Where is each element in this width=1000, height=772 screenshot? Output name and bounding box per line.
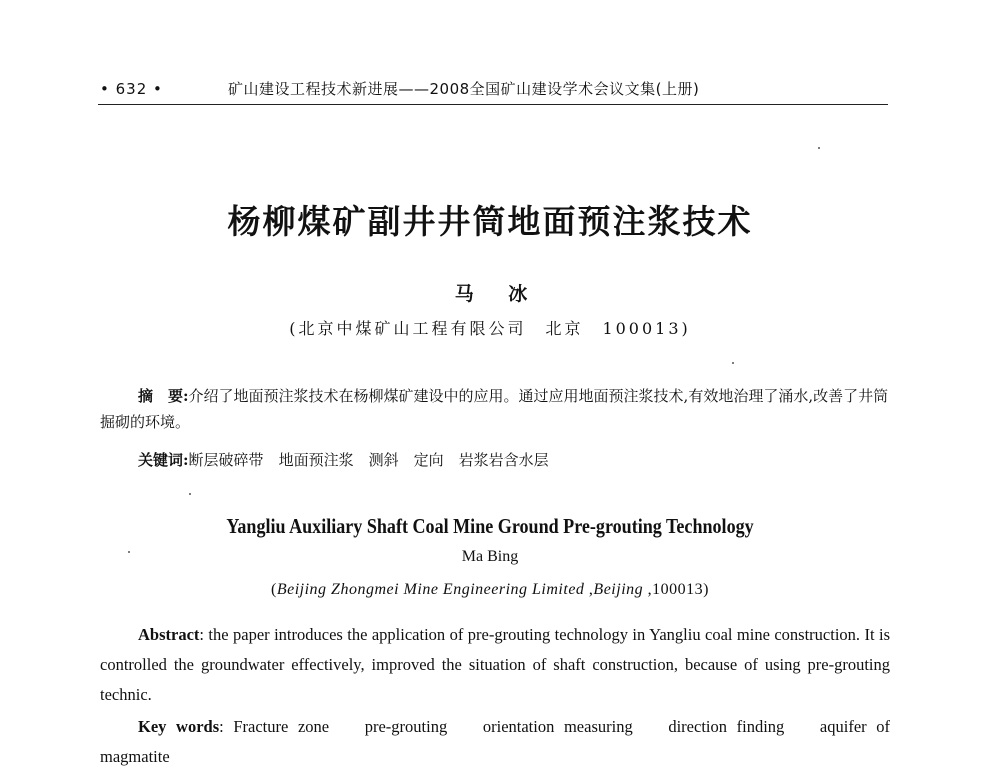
keywords-zh — [100, 447, 928, 473]
header-rule — [98, 104, 888, 105]
abstract-zh — [100, 383, 890, 435]
author-zh: 马 冰 — [454, 283, 542, 305]
abstract-label-en: Abstract — [138, 625, 200, 644]
keyword-zh: 岩浆岩含水层 — [458, 451, 549, 469]
scan-speck — [189, 493, 191, 495]
keyword-zh: 地面预注浆 — [278, 451, 369, 469]
keywords-label-en: Key words — [138, 717, 220, 736]
abstract-label-zh: 摘 要: — [138, 387, 189, 405]
affiliation-en-city: Beijing — [593, 581, 644, 598]
scan-speck — [818, 147, 820, 149]
keyword-zh: 测斜 — [368, 451, 414, 469]
keyword-zh: 断层破碎带 — [188, 451, 279, 469]
page-number: • 632 • — [100, 80, 163, 98]
keyword-zh: 定向 — [413, 451, 459, 469]
keyword-en: pre-grouting — [364, 717, 448, 736]
affiliation-en — [0, 581, 990, 599]
keywords-list-zh — [189, 451, 549, 469]
running-header — [100, 78, 890, 99]
book-title: 矿山建设工程技术新进展——2008全国矿山建设学术会议文集(上册) — [228, 80, 700, 98]
author-en: Ma Bing — [461, 548, 519, 565]
keywords-label-zh: 关键词: — [138, 451, 189, 469]
affiliation-zh: (北京中煤矿山工程有限公司 北京 100013) — [289, 319, 691, 338]
affiliation-en-open: ( — [271, 581, 277, 598]
keyword-en: direction finding — [668, 717, 785, 736]
scan-speck — [128, 551, 130, 553]
keywords-sep-en: : — [219, 717, 234, 736]
abstract-text-zh: 介绍了地面预注浆技术在杨柳煤矿建设中的应用。通过应用地面预注浆技术,有效地治理了涌水,改善了井筒掘砌的环境。 — [100, 387, 889, 431]
abstract-text-en: : the paper introduces the application of pre-grouting technology in Yangliu coal mine construction. It is controlled the groundwater effectively, improved the situation of shaft construction, because of using pre-grouting technic. — [100, 625, 890, 704]
keyword-en: Fracture zone — [233, 717, 330, 736]
affiliation-en-tail: ,100013) — [643, 581, 709, 598]
scan-speck — [732, 362, 734, 364]
keyword-en: aquifer of magmatite — [100, 717, 891, 766]
affiliation-en-org: Beijing Zhongmei Mine Engineering Limited — [276, 581, 585, 598]
abstract-en — [100, 620, 890, 710]
affiliation-en-sep: , — [584, 581, 594, 598]
keyword-en: orientation measuring — [482, 717, 633, 736]
paper-title-zh: 杨柳煤矿副井井筒地面预注浆技术 — [227, 202, 753, 241]
keywords-en — [100, 712, 890, 772]
paper-title-en: Yangliu Auxiliary Shaft Coal Mine Ground Pre-grouting Technology — [226, 514, 754, 538]
